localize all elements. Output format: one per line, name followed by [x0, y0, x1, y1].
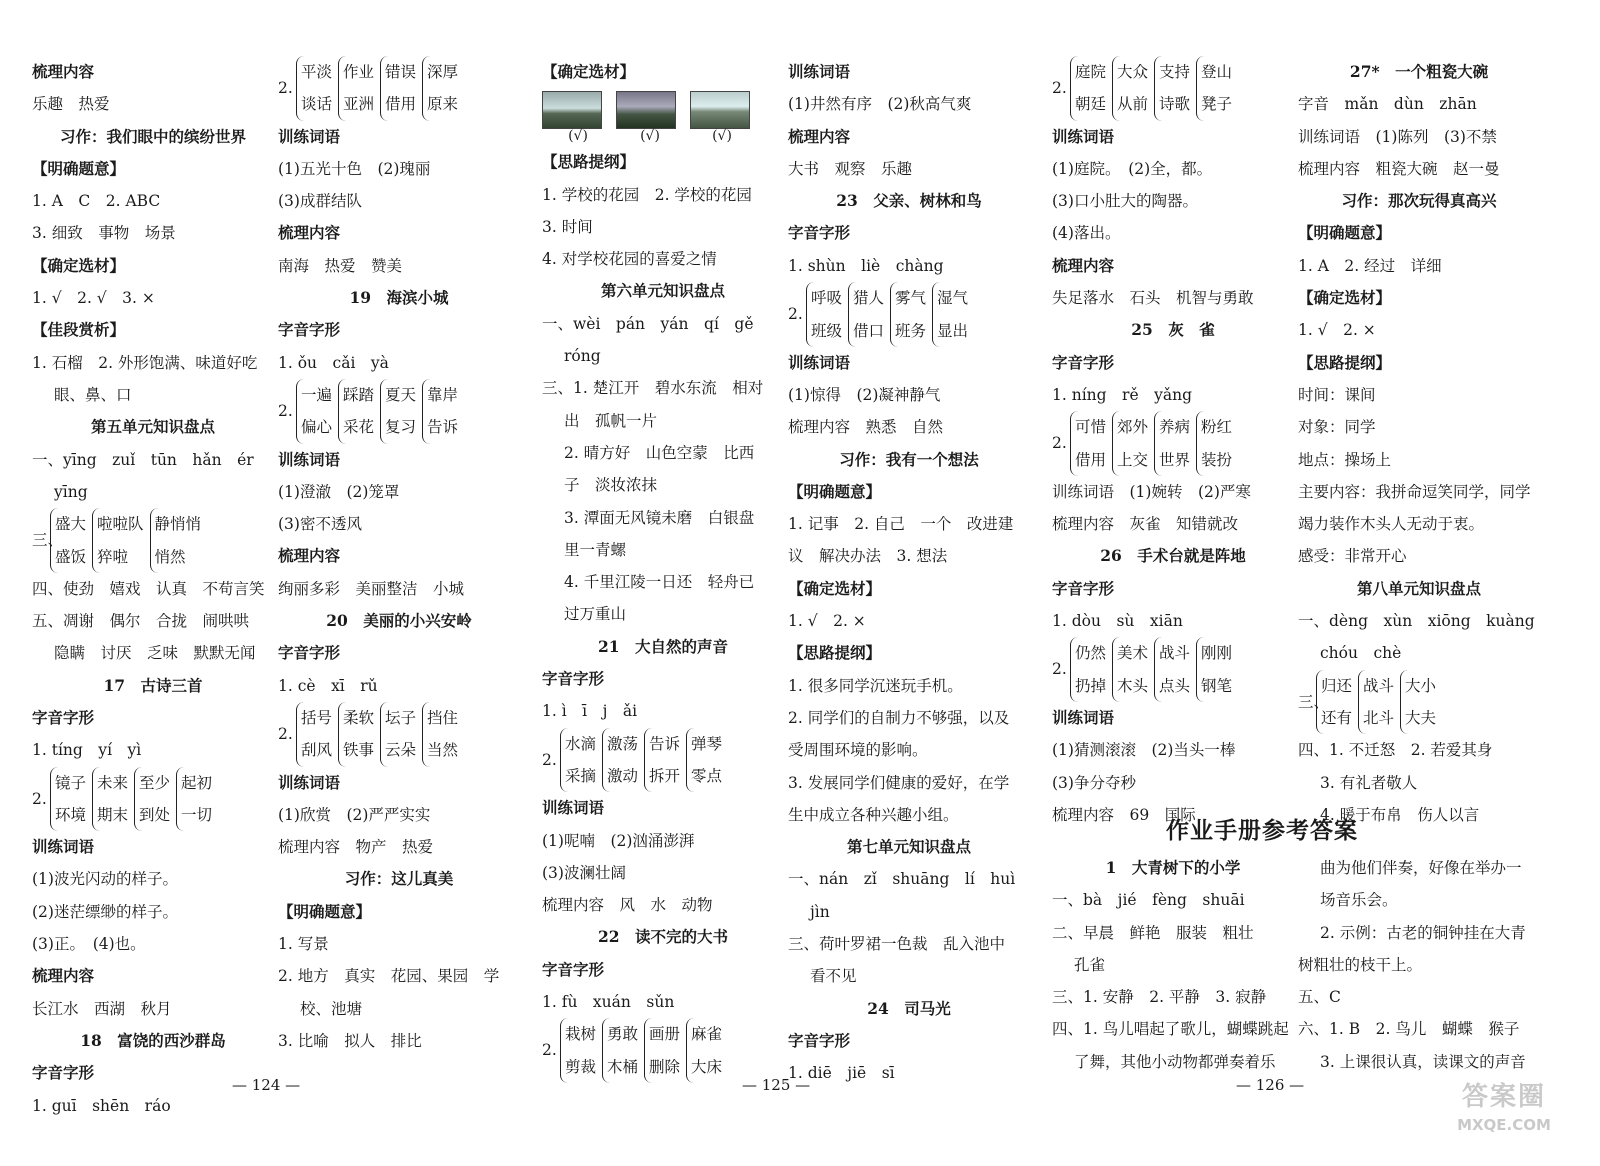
lesson-title: 19 海滨小城 [349, 288, 449, 308]
answer-line: 1. 石榴 2. 外形饱满、味道好吃 [32, 353, 258, 372]
bracket-pair: 踩踏 采花 [338, 379, 374, 444]
bracket-pair: 坛子 云朵 [380, 702, 416, 767]
section-heading: 梳理内容 [1052, 255, 1115, 275]
word-group [32, 508, 274, 573]
bracket-pair: 夏天 复习 [380, 379, 416, 444]
group-prefix: 2. [32, 789, 47, 808]
answer-line: jìn [810, 902, 830, 921]
answer-line: 1. ì ī j ǎi [542, 702, 638, 721]
answer-line: 3. 细致 事物 场景 [32, 224, 176, 243]
photo-ticks [542, 126, 784, 146]
word-group [1052, 637, 1294, 702]
bracket-pair: 括号 刮风 [296, 702, 332, 767]
answer-line: 梳理内容 物产 热爱 [278, 838, 434, 857]
answer-line: 1. 学校的花园 2. 学校的花园 [542, 185, 752, 204]
bracket-pair: 一遍 偏心 [296, 379, 332, 444]
answer-line: 三、1. 楚江开 碧水东流 相对 [542, 379, 764, 398]
tick-label: (√) [640, 128, 660, 145]
answer-line: (1)猜测滚滚 (2)当头一棒 [1052, 741, 1236, 760]
answer-line: (3)争分夺秒 [1052, 773, 1136, 792]
answer-line: yīng [54, 482, 88, 501]
answer-line: 1. níng rě yǎng [1052, 385, 1193, 404]
answer-line: chóu chè [1320, 644, 1402, 663]
section-heading: 梳理内容 [278, 546, 341, 566]
section-heading: 【思路提纲】 [1298, 352, 1392, 372]
answer-line: 树粗壮的枝干上。 [1298, 955, 1423, 974]
answer-line: 过万重山 [564, 605, 627, 624]
bracket-pair: 猎人 借口 [848, 282, 884, 347]
handbook-title: 作业手册参考答案 [1166, 818, 1358, 844]
group-prefix: 2. [1052, 660, 1067, 679]
lesson-title: 22 读不完的大书 [597, 927, 729, 947]
bracket-pair: 归还 还有 [1316, 670, 1352, 735]
bracket-pair: 刚刚 钢笔 [1196, 637, 1232, 702]
word-group [32, 767, 274, 832]
answer-line: 一、yīng zuǐ tūn hǎn ér [32, 450, 254, 469]
answer-line: 长江水 西湖 秋月 [32, 999, 172, 1018]
answer-line: 梳理内容 69 国际 [1052, 805, 1196, 824]
bracket-pair: 勇敢 木桶 [602, 1018, 638, 1083]
bracket-pair: 仍然 扔掉 [1070, 637, 1106, 702]
bracket-pair: 深厚 原来 [422, 56, 458, 121]
answer-line: 2. 同学们的自制力不够强，以及 [788, 708, 1010, 727]
answer-line: 2. 示例：古老的铜钟挂在大青 [1320, 923, 1526, 942]
answer-line: 一、dèng xùn xiōng kuàng [1298, 612, 1535, 631]
lesson-title: 21 大自然的声音 [597, 636, 729, 656]
page-number: — 126 — [1236, 1076, 1305, 1094]
bracket-pair: 庭院 朝廷 [1070, 56, 1106, 121]
section-heading: 梳理内容 [32, 966, 95, 986]
answer-line: (3)口小肚大的陶器。 [1052, 192, 1198, 211]
answer-line: 感受：非常开心 [1298, 547, 1407, 566]
column-3 [542, 56, 784, 1083]
word-group [542, 1018, 784, 1083]
bracket-pair: 大小 大夫 [1400, 670, 1436, 735]
section-heading: 训练词语 [1052, 707, 1115, 727]
section-heading: 【佳段赏析】 [32, 320, 126, 340]
bracket-pair: 告诉 拆开 [644, 728, 680, 793]
answer-line: 3. 潭面无风镜未磨 白银盘 [564, 508, 755, 527]
word-group [1052, 411, 1294, 476]
bracket-pair: 盛大 盛饭 [50, 508, 86, 573]
bracket-pair: 水滴 采摘 [560, 728, 596, 793]
answer-line: 3. 上课很认真，读课文的声音 [1320, 1052, 1526, 1071]
answer-line: 南海 热爱 赞美 [278, 256, 403, 275]
word-group [1298, 670, 1540, 735]
answer-line: 梳理内容 熟悉 自然 [788, 418, 944, 437]
lesson-title: 17 古诗三首 [103, 675, 203, 695]
tick-label: (√) [568, 128, 588, 145]
section-title: 习作：那次玩得真高兴 [1341, 191, 1497, 211]
answer-line: 三、1. 安静 2. 平静 3. 寂静 [1052, 988, 1267, 1007]
answer-line: 大书 观察 乐趣 [788, 159, 913, 178]
answer-line: 1. ǒu cǎi yà [278, 353, 389, 372]
bracket-pair: 至少 到处 [134, 767, 170, 832]
section-heading: 训练词语 [1052, 126, 1115, 146]
bracket-pair: 镜子 环境 [50, 767, 86, 832]
bracket-pair: 弹琴 零点 [686, 728, 722, 793]
answer-line: 1. cè xī rǔ [278, 676, 378, 695]
bracket-pair: 美术 木头 [1112, 637, 1148, 702]
bracket-pair: 登山 凳子 [1196, 56, 1232, 121]
answer-line: 4. 对学校花园的喜爱之情 [542, 250, 717, 269]
bracket-pair: 可惜 借用 [1070, 411, 1106, 476]
answer-line: 四、使劲 嬉戏 认真 不苟言笑 [32, 579, 265, 598]
answer-line: róng [564, 347, 601, 366]
section-title: 习作：我们眼中的缤纷世界 [59, 126, 246, 146]
answer-line: 梳理内容 灰雀 知错就改 [1052, 515, 1239, 534]
answer-line: 乐趣 热爱 [32, 95, 110, 114]
landscape-photo [616, 91, 676, 129]
section-heading: 梳理内容 [32, 62, 95, 81]
answer-line: 看不见 [810, 967, 857, 986]
section-heading: 训练词语 [788, 352, 851, 372]
section-heading: 梳理内容 [788, 126, 851, 146]
section-heading: 字音字形 [278, 320, 341, 340]
landscape-photo [542, 91, 602, 129]
bracket-pair: 湿气 显出 [932, 282, 968, 347]
answer-line: 1. fù xuán sǔn [542, 993, 675, 1012]
section-heading: 【确定选材】 [32, 255, 126, 275]
word-group [278, 56, 520, 121]
answer-line: 受周围环境的影响。 [788, 741, 928, 760]
section-heading: 字音字形 [542, 669, 605, 689]
section-heading: 【确定选材】 [1298, 288, 1392, 308]
answer-line: (4)落出。 [1052, 224, 1121, 243]
watermark-logo: 答案圈 MXQE.COM [1457, 1082, 1551, 1134]
bracket-pair: 粉红 装扮 [1196, 411, 1232, 476]
bracket-pair: 画册 删除 [644, 1018, 680, 1083]
group-prefix: 2. [542, 1041, 557, 1060]
bracket-pair: 战斗 点头 [1154, 637, 1190, 702]
answer-line: 1. shùn liè chàng [788, 256, 944, 275]
answer-line: 眼、鼻、口 [54, 385, 132, 404]
section-heading: 字音字形 [788, 223, 851, 243]
answer-line: 时间：课间 [1298, 385, 1376, 404]
bracket-pair: 平淡 谈话 [296, 56, 332, 121]
answer-line: 1. √ 2. × [1298, 321, 1376, 340]
answer-line: 五、C [1298, 988, 1341, 1007]
column-2 [278, 56, 520, 1057]
section-title: 第六单元知识盘点 [600, 281, 725, 301]
page-number: — 125 — [742, 1076, 811, 1094]
answer-line: 1. √ 2. × [788, 612, 866, 631]
group-prefix: 2. [1052, 79, 1067, 97]
answer-line: 4. 千里江陵一日还 轻舟已 [564, 573, 755, 592]
group-prefix: 2. [278, 724, 293, 743]
landscape-photo [690, 91, 750, 129]
word-group [788, 282, 1030, 347]
answer-line: 场音乐会。 [1320, 891, 1398, 910]
group-prefix: 2. [1052, 434, 1067, 453]
section-heading: 训练词语 [32, 837, 95, 857]
answer-line: 1. diē jiē sī [788, 1064, 895, 1083]
section-title: 第七单元知识盘点 [846, 837, 971, 857]
answer-line: 竭力装作木头人无动于衷。 [1298, 515, 1485, 534]
section-heading: 训练词语 [278, 126, 341, 146]
bracket-pair: 麻雀 大床 [686, 1018, 722, 1083]
lesson-title: 23 父亲、树林和鸟 [836, 191, 982, 211]
answer-line: 出 孤帆一片 [564, 411, 658, 430]
answer-line: 1. tíng yí yì [32, 741, 142, 760]
answer-line: 主要内容：我拼命逗笑同学，同学 [1298, 482, 1531, 501]
bracket-pair: 挡住 当然 [422, 702, 458, 767]
answer-line: 隐瞒 讨厌 乏味 默默无闻 [54, 644, 256, 663]
section-heading: 【明确题意】 [278, 901, 372, 921]
answer-line: 生中成立各种兴趣小组。 [788, 805, 959, 824]
bracket-pair: 错误 借用 [380, 56, 416, 121]
answer-line: (3)密不透风 [278, 515, 362, 534]
bracket-pair: 战斗 北斗 [1358, 670, 1394, 735]
answer-line: 二、早晨 鲜艳 服装 粗壮 [1052, 923, 1254, 942]
answer-line: 地点：操场上 [1298, 450, 1392, 469]
section-heading: 字音字形 [1052, 578, 1115, 598]
page-number: — 124 — [232, 1076, 301, 1094]
answer-line: 六、1. B 2. 鸟儿 蝴蝶 猴子 [1298, 1020, 1520, 1039]
answer-line: 四、1. 不迁怒 2. 若爱其身 [1298, 741, 1493, 760]
lesson-title: 20 美丽的小兴安岭 [326, 611, 472, 631]
section-heading: 字音字形 [788, 1030, 851, 1050]
answer-line: (1)澄澈 (2)笼罩 [278, 482, 400, 501]
answer-line: (3)成群结队 [278, 192, 362, 211]
bracket-pair: 激荡 激动 [602, 728, 638, 793]
answer-line: 一、wèi pán yán qí gě [542, 314, 754, 333]
bracket-pair: 郊外 上交 [1112, 411, 1148, 476]
answer-line: (1)井然有序 (2)秋高气爽 [788, 95, 972, 114]
handbook-left-column [1052, 852, 1294, 1078]
answer-line: (1)波光闪动的样子。 [32, 870, 178, 889]
lesson-title: 1 大青树下的小学 [1105, 858, 1241, 877]
section-heading: 梳理内容 [278, 223, 341, 243]
answer-line: (3)波澜壮阔 [542, 863, 626, 882]
group-prefix: 三、 [32, 531, 64, 550]
group-prefix: 2. [788, 305, 803, 324]
answer-line: 议 解决办法 3. 想法 [788, 547, 948, 566]
photo-row [542, 94, 784, 126]
answer-line: 三、荷叶罗裙一色裁 乱入池中 [788, 935, 1006, 954]
answer-line: 训练词语 (1)婉转 (2)严寒 [1052, 482, 1251, 501]
bracket-pair: 栽树 剪裁 [560, 1018, 596, 1083]
word-group [1052, 56, 1294, 121]
section-heading: 字音字形 [542, 959, 605, 979]
section-heading: 【明确题意】 [788, 481, 882, 501]
bracket-pair: 雾气 班务 [890, 282, 926, 347]
answer-line: (3)正。 (4)也。 [32, 935, 146, 954]
answer-line: 1. dòu sù xiān [1052, 612, 1183, 631]
section-heading: 【明确题意】 [1298, 223, 1392, 243]
answer-line: 梳理内容 粗瓷大碗 赵一曼 [1298, 159, 1500, 178]
answer-line: 1. 写景 [278, 935, 329, 954]
answer-line: 梳理内容 风 水 动物 [542, 896, 713, 915]
section-title: 第五单元知识盘点 [90, 417, 215, 437]
answer-line: 1. 很多同学沉迷玩手机。 [788, 676, 963, 695]
word-group [278, 702, 520, 767]
answer-line: 子 淡妆浓抹 [564, 476, 658, 495]
section-heading: 【思路提纲】 [542, 152, 636, 172]
answer-line: 3. 有礼者敬人 [1320, 773, 1418, 792]
answer-line: 校、池塘 [300, 999, 363, 1018]
section-title: 习作：我有一个想法 [839, 449, 979, 469]
answer-line: 1. A 2. 经过 详细 [1298, 256, 1442, 275]
bracket-pair: 呼吸 班级 [806, 282, 842, 347]
answer-line: (1)欣赏 (2)严严实实 [278, 805, 431, 824]
column-6 [1298, 56, 1540, 831]
handbook-right-column [1298, 852, 1540, 1078]
answer-line: 2. 地方 真实 花园、果园 学 [278, 967, 500, 986]
bracket-pair: 啦啦队 猝啦 [92, 508, 144, 573]
section-heading: 【思路提纲】 [788, 643, 882, 663]
column-4 [788, 56, 1030, 1090]
section-heading: 【确定选材】 [788, 578, 882, 598]
answer-line: 1. √ 2. √ 3. × [32, 289, 155, 308]
answer-line: 1. 记事 2. 自己 一个 改进建 [788, 515, 1014, 534]
answer-line: 五、凋谢 偶尔 合拢 闹哄哄 [32, 612, 250, 631]
section-heading: 训练词语 [278, 772, 341, 792]
answer-line: 一、nán zǐ shuāng lí huì [788, 870, 1016, 889]
answer-line: 里一青螺 [564, 540, 627, 559]
section-title: 习作：这儿真美 [344, 869, 454, 889]
lesson-title: 26 手术台就是阵地 [1100, 546, 1246, 566]
answer-line: 3. 比喻 拟人 排比 [278, 1031, 422, 1050]
bracket-pair: 大众 从前 [1112, 56, 1148, 121]
bracket-pair: 作业 亚洲 [338, 56, 374, 121]
group-prefix: 三、 [1298, 692, 1330, 711]
column-1 [32, 56, 274, 1122]
section-heading: 训练词语 [542, 798, 605, 818]
answer-line: 1. guī shēn ráo [32, 1096, 171, 1115]
section-heading: 【明确题意】 [32, 158, 126, 178]
answer-line: 四、1. 鸟儿唱起了歌儿，蝴蝶跳起 [1052, 1020, 1289, 1039]
bracket-pair: 靠岸 告诉 [422, 379, 458, 444]
answer-line: 了舞，其他小动物都弹奏着乐 [1074, 1052, 1276, 1071]
column-5 [1052, 56, 1294, 831]
answer-line: 一、bà jié fèng shuāi [1052, 891, 1245, 910]
answer-line: (1)庭院。 (2)全，都。 [1052, 159, 1213, 178]
section-heading: 字音字形 [32, 707, 95, 727]
answer-line: 失足落水 石头 机智与勇敢 [1052, 289, 1254, 308]
answer-line: (1)五光十色 (2)瑰丽 [278, 159, 431, 178]
bracket-pair: 养病 世界 [1154, 411, 1190, 476]
answer-line: 绚丽多彩 美丽整洁 小城 [278, 579, 465, 598]
answer-line: (2)迷茫缥缈的样子。 [32, 902, 178, 921]
answer-line: 孔雀 [1074, 955, 1106, 974]
answer-line: 2. 晴方好 山色空蒙 比西 [564, 443, 755, 462]
answer-line: 1. A C 2. ABC [32, 192, 161, 211]
answer-line: 3. 发展同学们健康的爱好，在学 [788, 773, 1010, 792]
lesson-title: 18 富饶的西沙群岛 [80, 1030, 226, 1050]
section-heading: 字音字形 [1052, 352, 1115, 372]
group-prefix: 2. [542, 750, 557, 769]
answer-line: 训练词语 (1)陈列 (3)不禁 [1298, 127, 1497, 146]
bracket-pair: 未来 期末 [92, 767, 128, 832]
section-title: 第八单元知识盘点 [1356, 578, 1481, 598]
word-group [542, 728, 784, 793]
section-heading: 训练词语 [788, 62, 851, 81]
answer-line: 4. 暖于布帛 伤人以言 [1320, 805, 1480, 824]
bracket-pair: 静悄悄 悄然 [150, 508, 202, 573]
section-heading: 训练词语 [278, 449, 341, 469]
answer-line: 3. 时间 [542, 217, 593, 236]
bracket-pair: 起初 一切 [176, 767, 212, 832]
answer-line: 曲为他们伴奏，好像在举办一 [1320, 859, 1522, 877]
lesson-title: 25 灰 雀 [1131, 320, 1215, 340]
section-heading: 【确定选材】 [542, 62, 636, 81]
group-prefix: 2. [278, 79, 293, 97]
tick-label: (√) [712, 128, 732, 145]
word-group [278, 379, 520, 444]
answer-line: (1)惊得 (2)凝神静气 [788, 385, 941, 404]
lesson-title: 27* 一个粗瓷大碗 [1349, 62, 1489, 81]
lesson-title: 24 司马光 [867, 998, 951, 1018]
answer-line: 字音 mǎn dùn zhān [1298, 95, 1477, 114]
answer-line: (1)呢喃 (2)汹涌澎湃 [542, 831, 695, 850]
bracket-pair: 柔软 铁事 [338, 702, 374, 767]
answer-line: 对象：同学 [1298, 418, 1376, 437]
section-heading: 字音字形 [278, 643, 341, 663]
bracket-pair: 支持 诗歌 [1154, 56, 1190, 121]
section-heading: 字音字形 [32, 1063, 95, 1083]
group-prefix: 2. [278, 401, 293, 420]
